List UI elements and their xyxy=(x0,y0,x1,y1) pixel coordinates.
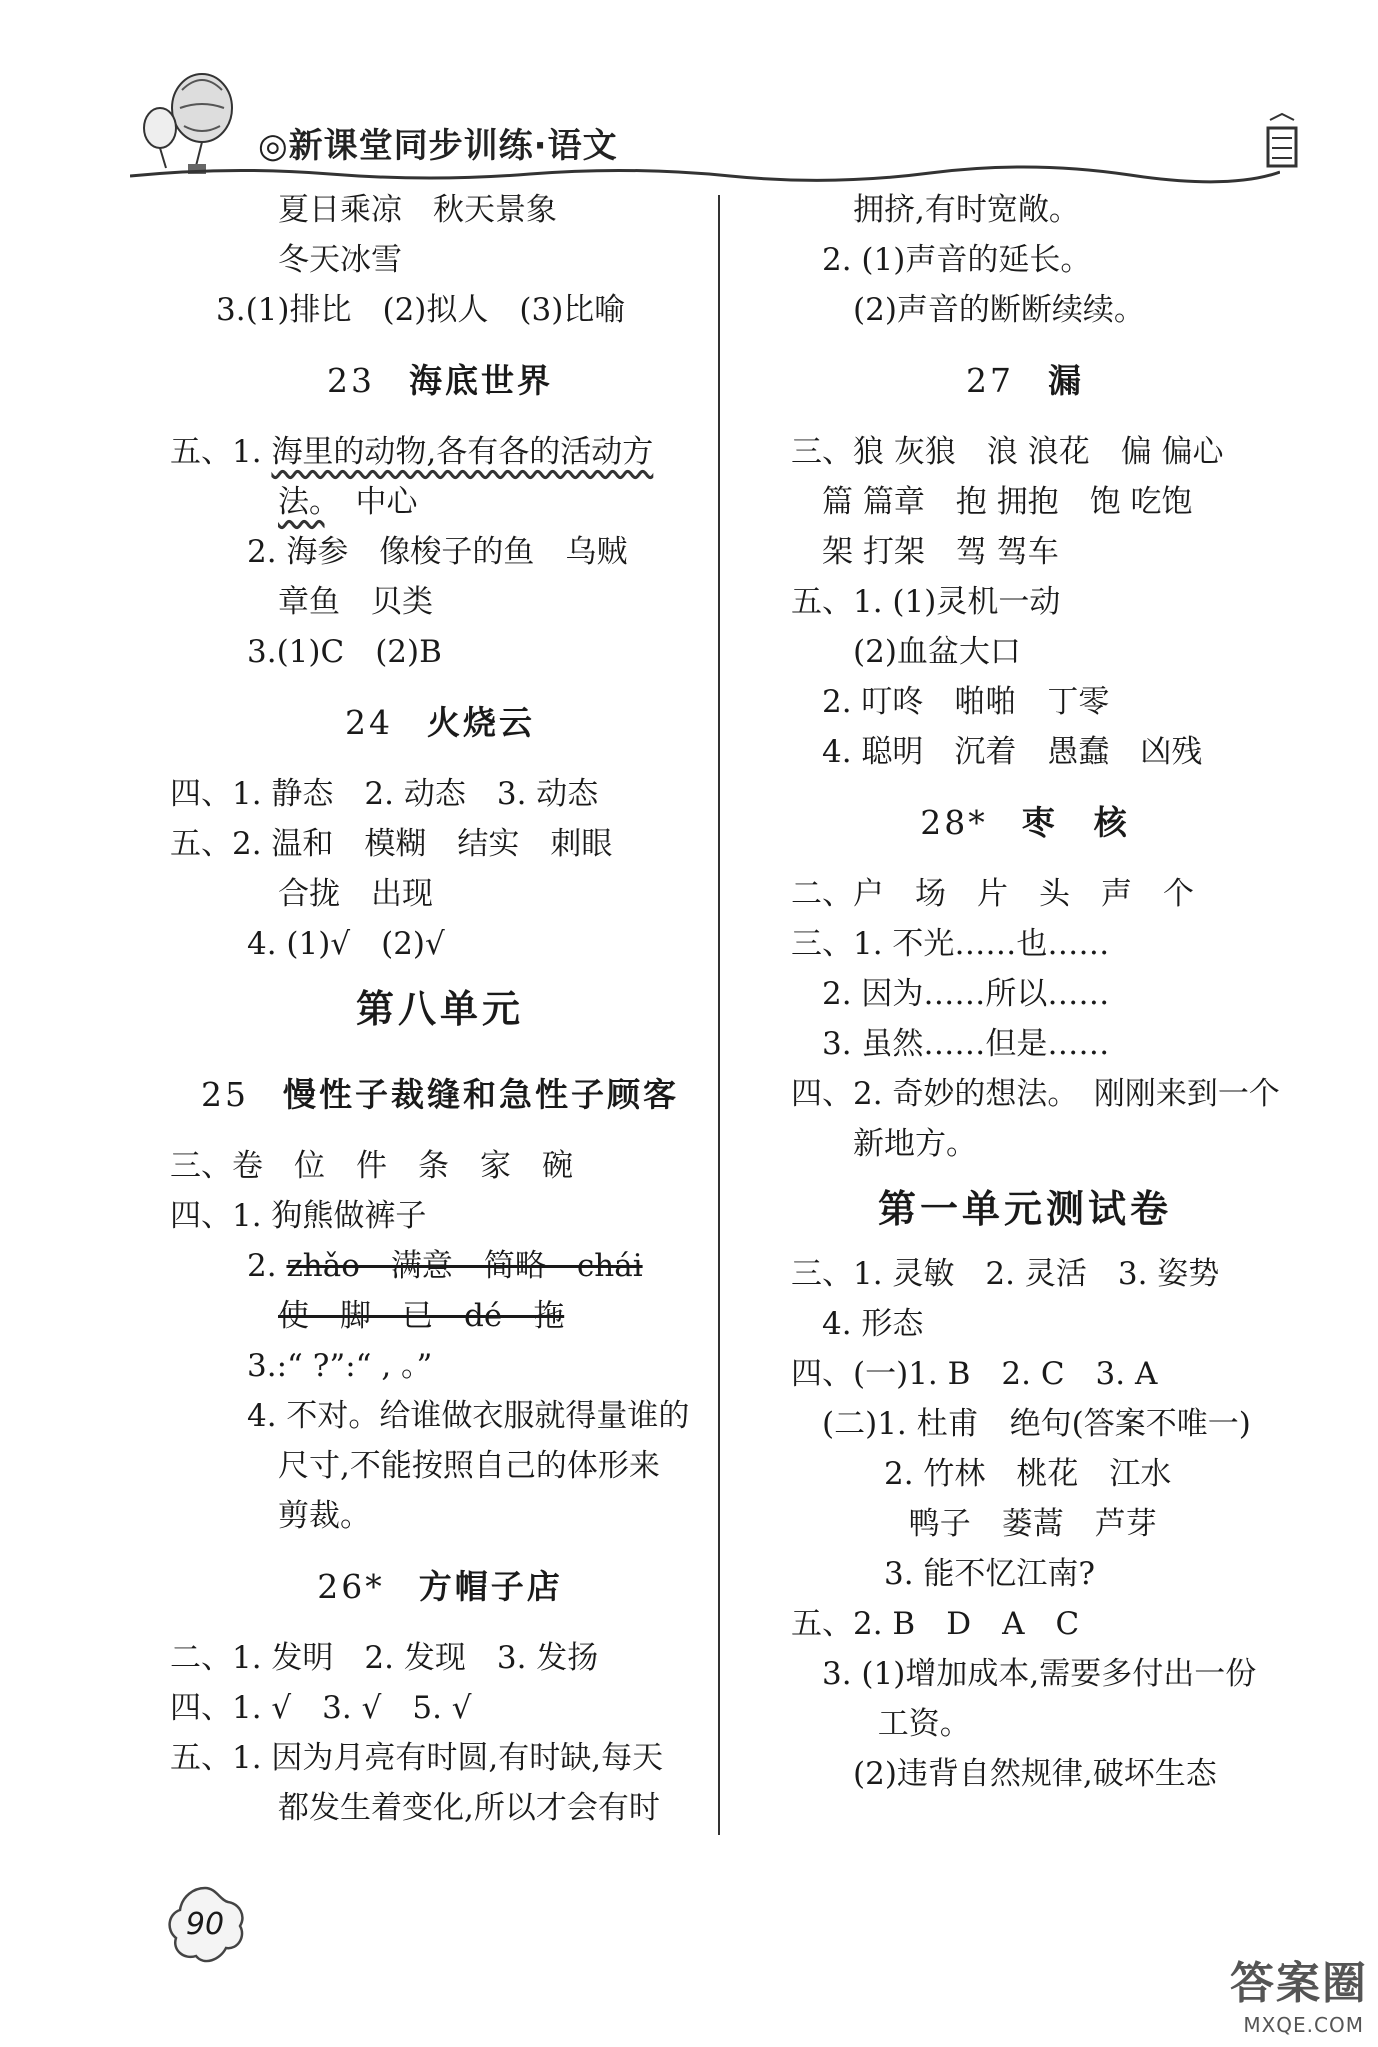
answer-text: 3. 虽然……但是…… xyxy=(822,1026,1110,1062)
answer-text: 二、1. 发明 2. 发现 3. 发扬 xyxy=(170,1640,599,1676)
corrected-answer: 使 脚 已 dé 拖 xyxy=(278,1298,565,1334)
answer-text: 架 打架 驾 驾车 xyxy=(822,534,1059,570)
lesson-heading xyxy=(745,335,1305,427)
column-divider xyxy=(718,195,720,1835)
lesson-number: 24 xyxy=(345,703,393,742)
answer-line xyxy=(170,1341,710,1391)
answer-line xyxy=(170,427,710,477)
answer-line xyxy=(170,1141,710,1191)
answer-text: 三、1. 不光……也…… xyxy=(791,926,1110,962)
unit-title: 第八单元 xyxy=(355,987,524,1031)
answer-text: 都发生着变化,所以才会有时 xyxy=(278,1790,660,1826)
answer-text: 四、2. 奇妙的想法。 刚刚来到一个 xyxy=(791,1076,1280,1112)
watermark-logo: 答案圈 xyxy=(1230,1958,1368,2009)
answer-line xyxy=(745,1399,1305,1449)
underlined-answer: 法。 xyxy=(278,484,325,520)
answer-line xyxy=(170,1391,710,1441)
answer-line xyxy=(745,1069,1305,1119)
answer-line xyxy=(745,1599,1305,1649)
answer-line xyxy=(745,969,1305,1019)
answer-line xyxy=(745,527,1305,577)
answer-text: (2)违背自然规律,破坏生态 xyxy=(853,1756,1217,1792)
answer-text: 夏日乘凉 秋天景象 xyxy=(278,192,557,228)
lesson-title: 海底世界 xyxy=(409,361,553,400)
right-column xyxy=(745,185,1305,1799)
answer-text: 四、1. 狗熊做裤子 xyxy=(170,1198,427,1234)
page-number: 90 xyxy=(185,1907,225,1942)
underlined-answer: 海里的动物,各有各的活动方 xyxy=(271,434,654,470)
book-title: ◎新课堂同步训练·语文 xyxy=(258,126,618,166)
answer-line xyxy=(745,185,1305,235)
answer-text: 冬天冰雪 xyxy=(278,242,402,278)
answer-text: 三、1. 灵敏 2. 灵活 3. 姿势 xyxy=(791,1256,1220,1292)
answer-line xyxy=(745,919,1305,969)
answer-text: 4. 不对。给谁做衣服就得量谁的 xyxy=(247,1398,690,1434)
lesson-number: 28* xyxy=(920,803,988,842)
unit-heading xyxy=(170,969,710,1049)
lesson-title: 方帽子店 xyxy=(418,1567,563,1606)
lesson-heading xyxy=(745,777,1305,869)
answer-line xyxy=(170,1241,710,1291)
answer-line xyxy=(745,477,1305,527)
answer-text: 篇 篇章 抱 拥抱 饱 吃饱 xyxy=(822,484,1193,520)
answer-text: 工资。 xyxy=(877,1706,971,1742)
answer-text: 2. 因为……所以…… xyxy=(822,976,1110,1012)
answer-line xyxy=(170,527,710,577)
answer-text: 中心 xyxy=(324,484,418,520)
answer-text: 剪裁。 xyxy=(278,1498,371,1534)
answer-line xyxy=(745,1119,1305,1169)
header-rule xyxy=(130,164,1280,184)
answer-text: 2. 竹林 桃花 江水 xyxy=(884,1456,1172,1492)
answer-text: 四、(一)1. B 2. C 3. A xyxy=(791,1356,1158,1392)
answer-line xyxy=(170,1291,710,1341)
answer-line xyxy=(170,1733,710,1783)
answer-text: 五、1. xyxy=(170,434,272,470)
answer-text: 四、1. √ 3. √ 5. √ xyxy=(170,1690,472,1726)
answer-line xyxy=(745,727,1305,777)
answer-text: 二、户 场 片 头 声 个 xyxy=(791,876,1194,912)
answer-text: 三、卷 位 件 条 家 碗 xyxy=(170,1148,573,1184)
unit-heading xyxy=(745,1169,1305,1249)
answer-line xyxy=(745,1449,1305,1499)
answer-line xyxy=(745,1019,1305,1069)
answer-text: 四、1. 静态 2. 动态 3. 动态 xyxy=(170,776,599,812)
page-number-badge xyxy=(160,1880,250,1970)
answer-text: (2)声音的断断续续。 xyxy=(853,292,1145,328)
answer-line xyxy=(745,1349,1305,1399)
answer-line xyxy=(170,769,710,819)
answer-text: 3.(1)排比 (2)拟人 (3)比喻 xyxy=(216,292,626,328)
left-column xyxy=(170,185,710,1833)
lesson-number: 26* xyxy=(317,1567,385,1606)
lesson-number: 27 xyxy=(966,361,1014,400)
answer-line xyxy=(745,1549,1305,1599)
answer-line xyxy=(170,235,710,285)
answer-text: 新地方。 xyxy=(853,1126,977,1162)
answer-text: 尺寸,不能按照自己的体形来 xyxy=(278,1448,660,1484)
answer-text: 2. 海参 像梭子的鱼 乌贼 xyxy=(247,534,628,570)
answer-line xyxy=(745,235,1305,285)
answer-line xyxy=(745,677,1305,727)
lesson-heading xyxy=(170,1049,710,1141)
answer-line xyxy=(745,285,1305,335)
lesson-title: 漏 xyxy=(1048,361,1084,400)
answer-text: (2)血盆大口 xyxy=(853,634,1021,670)
corner-ornament-icon xyxy=(1264,110,1300,170)
page-header xyxy=(130,70,1300,190)
answer-line xyxy=(170,1491,710,1541)
lesson-title: 枣 核 xyxy=(1021,803,1130,842)
answer-line xyxy=(745,1699,1305,1749)
answer-line xyxy=(745,1499,1305,1549)
lesson-number: 25 xyxy=(201,1075,249,1114)
answer-text: 2. 叮咚 啪啪 丁零 xyxy=(822,684,1110,720)
answer-text: 五、1. 因为月亮有时圆,有时缺,每天 xyxy=(170,1740,664,1776)
answer-line xyxy=(170,627,710,677)
lesson-heading xyxy=(170,335,710,427)
answer-text: 鸭子 蒌蒿 芦芽 xyxy=(908,1506,1157,1542)
answer-line xyxy=(745,1249,1305,1299)
answer-line xyxy=(170,919,710,969)
watermark-url: MXQE.COM xyxy=(1243,2013,1364,2037)
answer-text: 4. 形态 xyxy=(822,1306,924,1342)
answer-line xyxy=(745,1749,1305,1799)
answer-line xyxy=(745,427,1305,477)
answer-text: 4. (1)√ (2)√ xyxy=(247,926,445,962)
answer-line xyxy=(170,1783,710,1833)
answer-text: 3. 能不忆江南? xyxy=(884,1556,1096,1592)
answer-line xyxy=(745,869,1305,919)
answer-line xyxy=(170,1441,710,1491)
answer-text: 三、狼 灰狼 浪 浪花 偏 偏心 xyxy=(791,434,1224,470)
answer-text: 五、2. B D A C xyxy=(791,1606,1080,1642)
answer-line xyxy=(170,477,710,527)
answer-text: (二)1. 杜甫 绝句(答案不唯一) xyxy=(822,1406,1251,1442)
answer-text: 合拢 出现 xyxy=(278,876,433,912)
answer-text: 4. 聪明 沉着 愚蠢 凶残 xyxy=(822,734,1203,770)
answer-text: 3.:“ ?”:“ , 。” xyxy=(247,1348,433,1384)
answer-text: 章鱼 贝类 xyxy=(278,584,433,620)
answer-line xyxy=(170,1683,710,1733)
answer-text: 3.(1)C (2)B xyxy=(247,634,442,670)
answer-line xyxy=(170,819,710,869)
answer-line xyxy=(170,869,710,919)
answer-text: 五、1. (1)灵机一动 xyxy=(791,584,1061,620)
answer-line xyxy=(745,1649,1305,1699)
lesson-number: 23 xyxy=(327,361,375,400)
answer-line xyxy=(170,577,710,627)
lesson-heading xyxy=(170,1541,710,1633)
lesson-title: 慢性子裁缝和急性子顾客 xyxy=(283,1075,679,1114)
corrected-answer: zhǎo 满意 简略 chái xyxy=(286,1248,643,1284)
answer-text: 3. (1)增加成本,需要多付出一份 xyxy=(822,1656,1257,1692)
answer-line xyxy=(170,285,710,335)
unit-title: 第一单元测试卷 xyxy=(877,1187,1172,1231)
answer-line xyxy=(170,1633,710,1683)
answer-line xyxy=(170,1191,710,1241)
watermark xyxy=(1148,1947,1368,2037)
answer-text: 五、2. 温和 模糊 结实 刺眼 xyxy=(170,826,613,862)
answer-text: 拥挤,有时宽敞。 xyxy=(853,192,1080,228)
lesson-title: 火烧云 xyxy=(427,703,535,742)
answer-line xyxy=(745,627,1305,677)
answer-line xyxy=(170,185,710,235)
answer-line xyxy=(745,1299,1305,1349)
answer-line xyxy=(745,577,1305,627)
lesson-heading xyxy=(170,677,710,769)
answer-text: 2. (1)声音的延长。 xyxy=(822,242,1092,278)
answer-text: 2. xyxy=(247,1248,287,1284)
